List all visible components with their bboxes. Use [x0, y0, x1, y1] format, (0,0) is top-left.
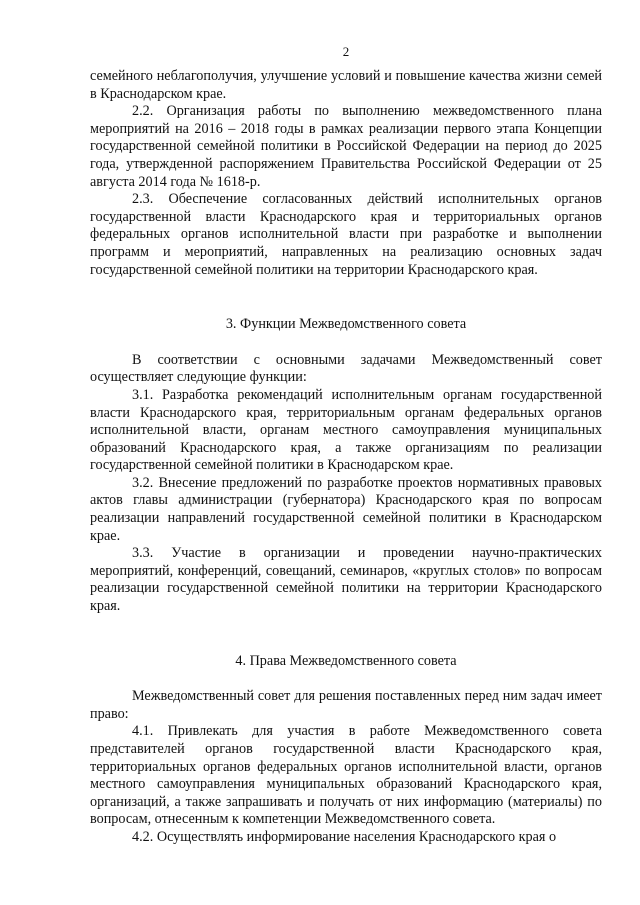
paragraph-2-3: 2.3. Обеспечение согласованных действий исполнительных органов государственной власти Краснодарского края и территориальных органов федеральных органов исполнительной власти при разработке и выполнении программ и мероприятий, направленных на реализацию основных задач государственной семейной политики на территории Краснодарского края. [90, 191, 602, 278]
section-3-intro: В соответствии с основными задачами Межведомственный совет осуществляет следующие функции: [90, 351, 602, 386]
paragraph-3-2: 3.2. Внесение предложений по разработке проектов нормативных правовых актов главы администрации (губернатора) Краснодарского края по вопросам реализации направлений государственной семейной политики в Краснодарском крае. [90, 474, 602, 544]
spacer [90, 670, 602, 688]
paragraph-4-2: 4.2. Осуществлять информирование населения Краснодарского края о [132, 828, 557, 845]
section-4-intro: Межведомственный совет для решения поставленных перед ним задач имеет право: [90, 688, 602, 722]
section-3-heading: 3. Функции Межведомственного совета [225, 316, 467, 333]
spacer [90, 279, 602, 316]
paragraph-4-1: 4.1. Привлекать для участия в работе Межведомственного совета представителей органов государственной власти Краснодарского края, территориальных органов федеральных органов исполнительной власти, органов местного самоуправления муниципальных образований Краснодарского края, организаций, а также запрашивать и получать от них информацию (материалы) по вопросам, отнесенным к компетенции Межведомственного совета. [90, 723, 602, 828]
section-4-heading: 4. Права Межведомственного совета [235, 652, 457, 669]
paragraph-continuation: семейного неблагополучия, улучшение условий и повышение качества жизни семей в Краснодарском крае. [90, 68, 602, 102]
paragraph-3-3: 3.3. Участие в организации и проведении научно-практических мероприятий, конференций, совещаний, семинаров, «круглых столов» по вопросам реализации государственной семейной политики на территории Краснодарского края. [90, 545, 602, 615]
spacer [90, 334, 602, 352]
spacer [90, 616, 602, 653]
paragraph-3-1: 3.1. Разработка рекомендаций исполнительным органам государственной власти Краснодарского края, территориальным органам федеральных органов исполнительной власти, органам местного самоуправления муниципальных образований Краснодарского края, а также организациям по реализации государственной семейной политики в Краснодарском крае. [90, 386, 602, 474]
paragraph-2-2: 2.2. Организация работы по выполнению межведомственного плана мероприятий на 2016 – 2018 годы в рамках реализации первого этапа Концепции государственной семейной политики в Российской Федерации на период до 2025 года, утвержденной распоряжением Правительства Российской Федерации от 25 августа 2014 года № 1618-р. [90, 103, 602, 190]
page-number: 2 [342, 44, 350, 59]
